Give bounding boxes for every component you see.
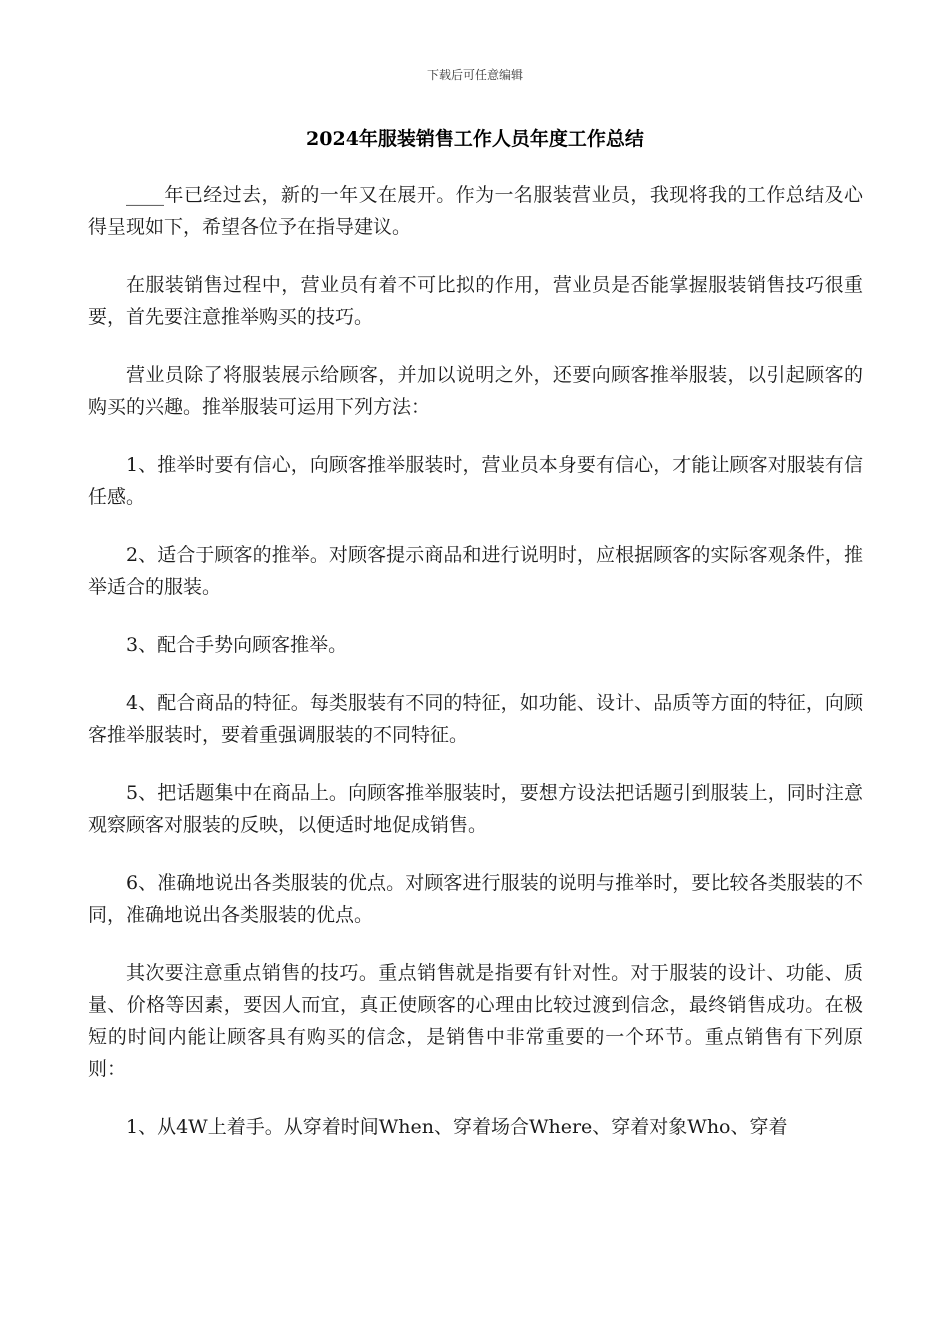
document-body (88, 179, 863, 1169)
list-item-method-4: 4、配合商品的特征。每类服装有不同的特征，如功能、设计、品质等方面的特征，向顾客推举服装时，要着重强调服装的不同特征。 (88, 692, 863, 746)
paragraph-role: 在服装销售过程中，营业员有着不可比拟的作用，营业员是否能掌握服装销售技巧很重要，首先要注意推举购买的技巧。 (88, 274, 863, 328)
list-item-method-2: 2、适合于顾客的推举。对顾客提示商品和进行说明时，应根据顾客的实际客观条件，推举适合的服装。 (88, 544, 863, 598)
paragraph-key-sales: 其次要注意重点销售的技巧。重点销售就是指要有针对性。对于服装的设计、功能、质量、价格等因素，要因人而宜，真正使顾客的心理由比较过渡到信念，最终销售成功。在极短的时间内能让顾客具有购买的信念，是销售中非常重要的一个环节。重点销售有下列原则： (88, 962, 863, 1080)
paragraph-methods-intro: 营业员除了将服装展示给顾客，并加以说明之外，还要向顾客推举服装，以引起顾客的购买的兴趣。推举服装可运用下列方法： (88, 364, 863, 418)
list-item-method-1: 1、推举时要有信心，向顾客推举服装时，营业员本身要有信心，才能让顾客对服装有信任感。 (88, 454, 863, 508)
header-note: 下载后可任意编辑 (426, 68, 523, 82)
list-item-method-6: 6、准确地说出各类服装的优点。对顾客进行服装的说明与推举时，要比较各类服装的不同，准确地说出各类服装的优点。 (88, 872, 863, 926)
paragraph-intro: ____年已经过去，新的一年又在展开。作为一名服装营业员，我现将我的工作总结及心得呈现如下，希望各位予在指导建议。 (88, 184, 863, 238)
document-title: 2024年服装销售工作人员年度工作总结 (306, 128, 644, 150)
list-item-principle-1: 1、从4W上着手。从穿着时间When、穿着场合Where、穿着对象Who、穿着 (126, 1116, 788, 1138)
list-item-method-5: 5、把话题集中在商品上。向顾客推举服装时，要想方设法把话题引到服装上，同时注意观察顾客对服装的反映，以便适时地促成销售。 (88, 782, 863, 836)
list-item-method-3: 3、配合手势向顾客推举。 (126, 634, 348, 656)
